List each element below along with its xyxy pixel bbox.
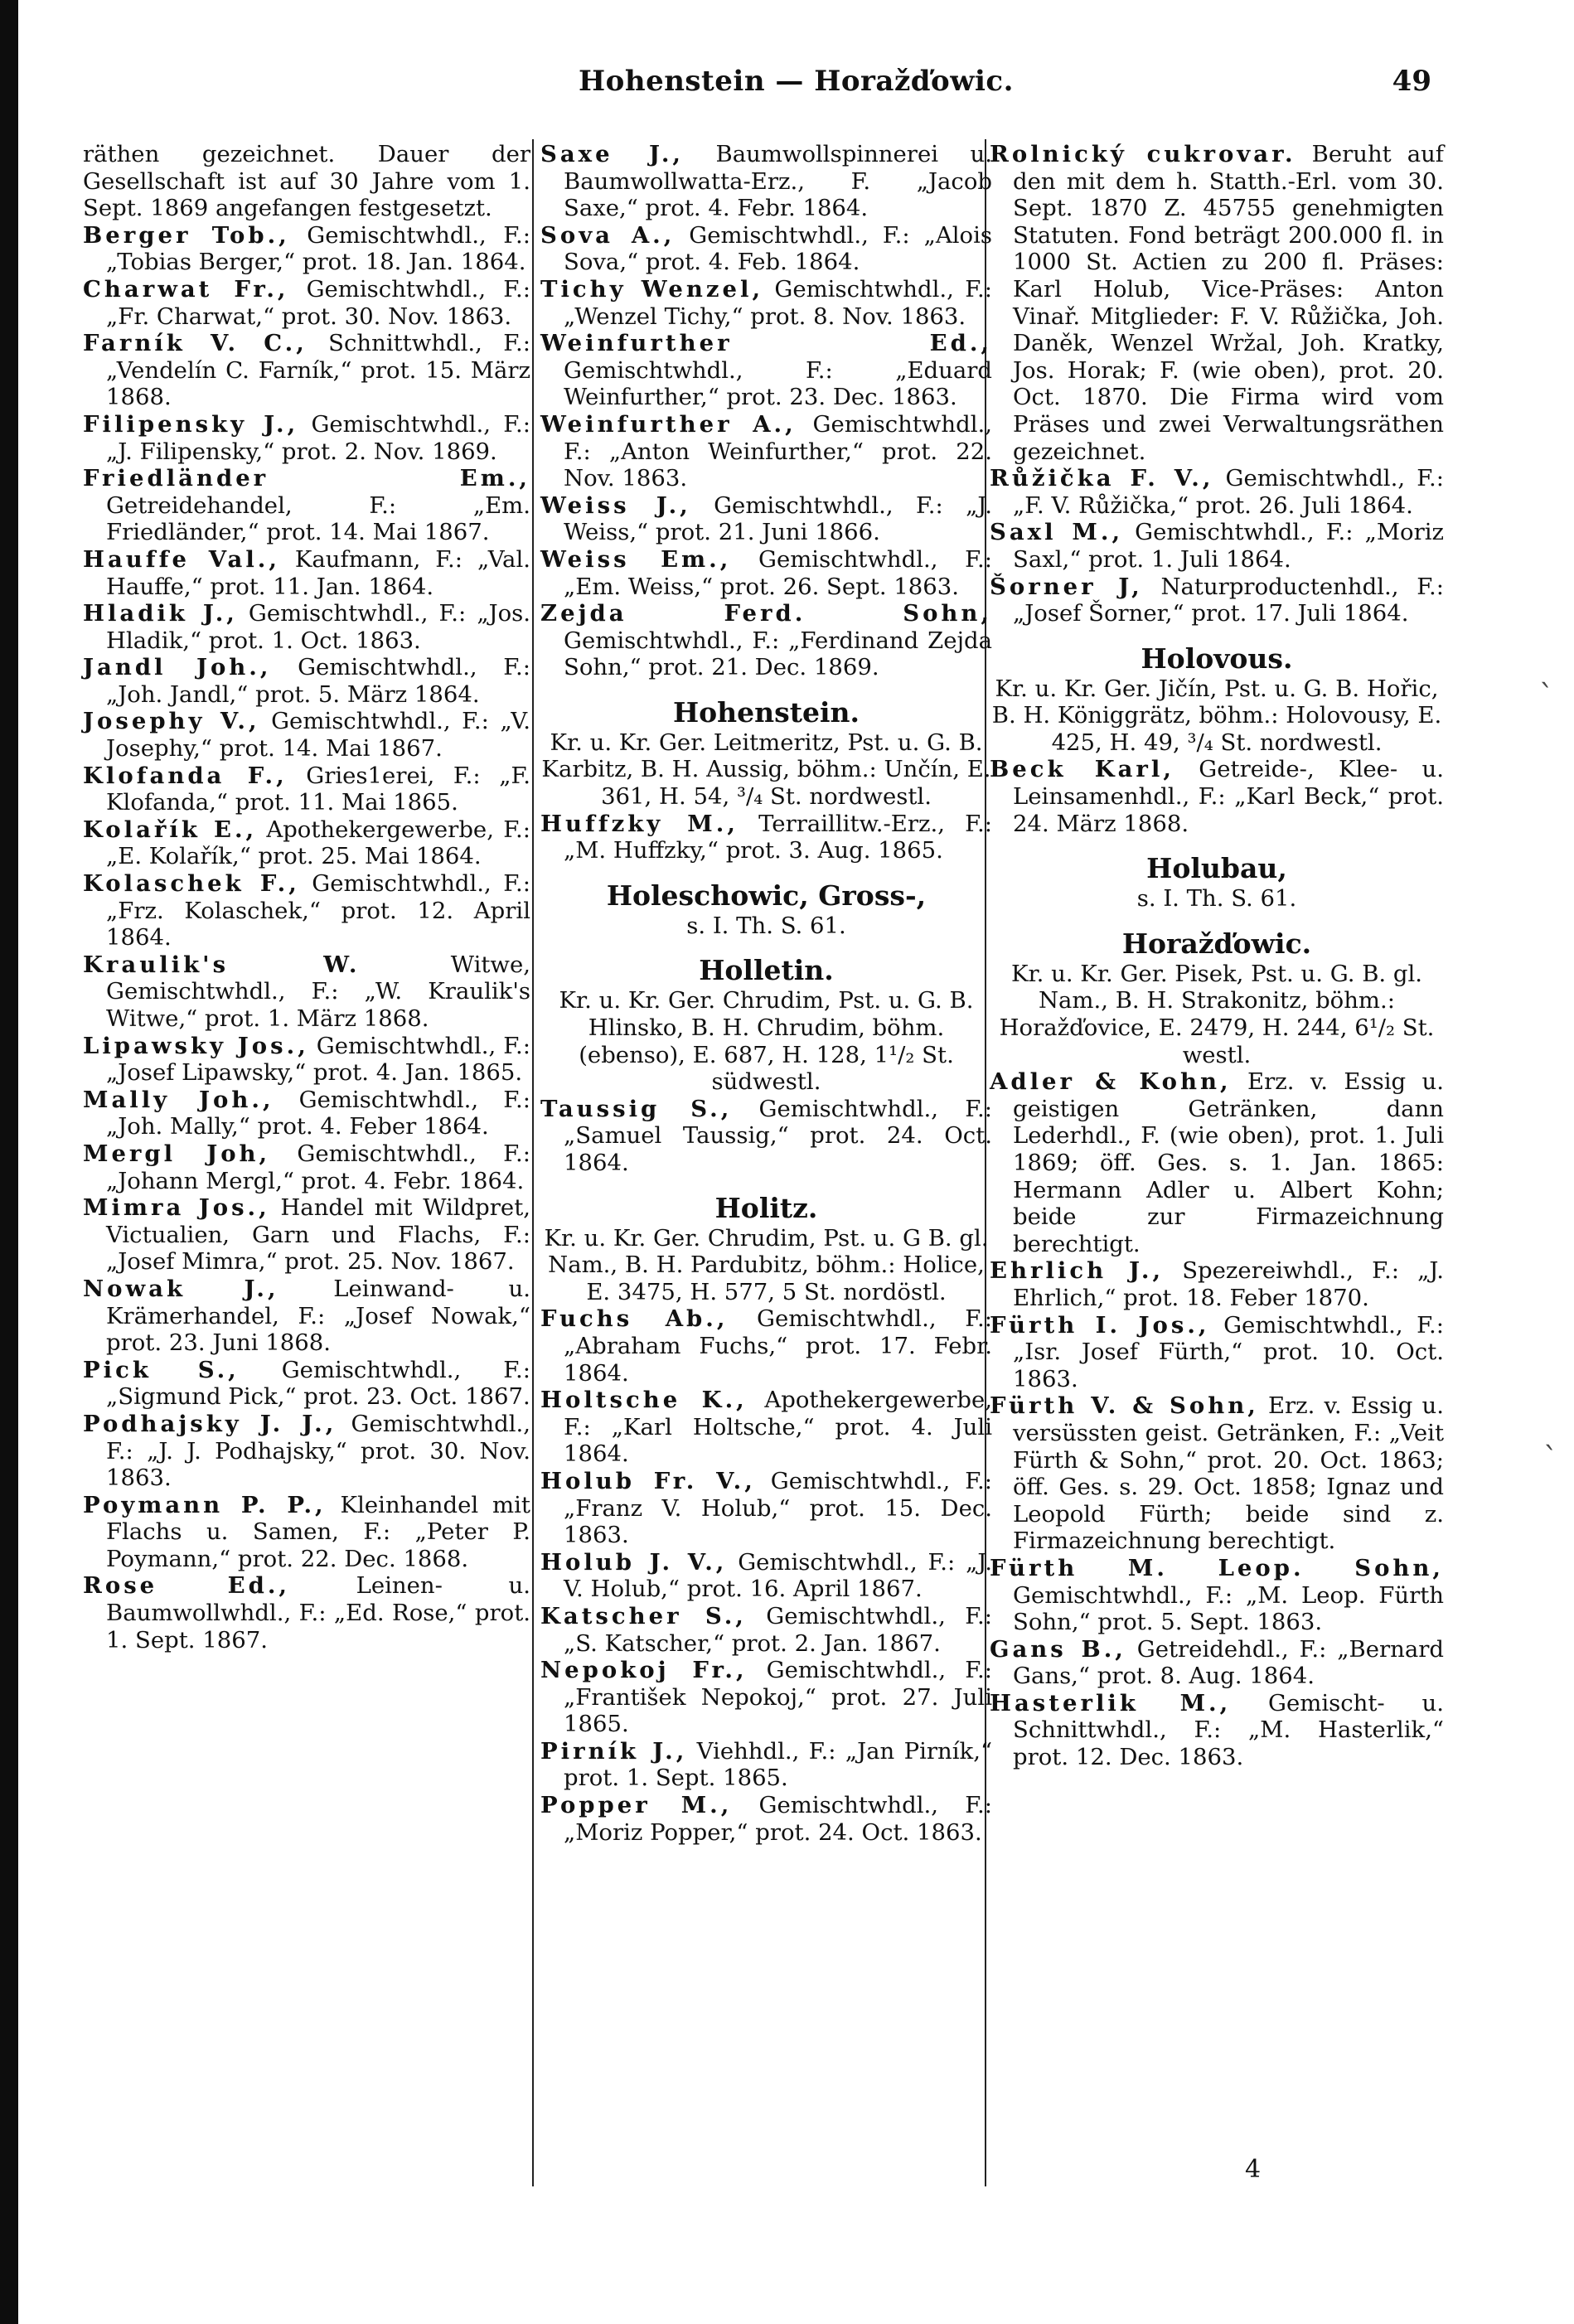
directory-entry [990,1636,1444,1690]
entry-name: Berger Tob., [83,221,290,249]
directory-entry [83,546,530,600]
entry-text: Handel mit Wildpret, Victualien, Garn und Flachs, F.: „Josef Mimra,“ prot. 25. Nov. 1867. [106,1194,530,1276]
entry-name: Katscher S., [540,1602,747,1629]
directory-entry [990,519,1444,573]
entry-name: Šorner J, [990,573,1143,600]
entry-name: Mally Joh., [83,1086,274,1113]
entry-text: Kaufmann, F.: „Val. Hauffe,“ prot. 11. Jan. 1864. [106,545,530,600]
entry-text: Gemischtwhdl., F.: „Jos. Hladik,“ prot. 1. Oct. 1863. [106,600,530,654]
entry-name: Weiss Em., [540,545,732,573]
entry-text: Spezereiwhdl., F.: „J. Ehrlich,“ prot. 18. Feber 1870. [1013,1257,1444,1311]
directory-entry [83,870,530,951]
directory-entry [83,411,530,465]
entry-continuation: räthen gezeichnet. Dauer der Gesellschaft ist auf 30 Jahre vom 1. Sept. 1869 angefangen festgesetzt. [83,141,530,222]
entry-name: Weiss J., [540,491,691,519]
place-heading: Holletin. [699,954,834,987]
column-left [83,141,530,1653]
entry-name: Kolaschek F., [83,870,300,898]
entry-text: Gries1erei, F.: „F. Klofanda,“ prot. 11. Mai 1865. [106,762,530,816]
directory-entry [83,1033,530,1087]
directory-entry [540,1792,992,1846]
directory-entry [83,708,530,762]
directory-entry [83,1087,530,1140]
entry-name: Klofanda F., [83,762,288,789]
entry-name: Saxl M., [990,519,1124,546]
entry-name: Jandl Joh., [83,654,272,681]
directory-entry [83,1140,530,1194]
entry-text: Baumwollspinnerei u. Baumwollwatta-Erz., F. „Jacob Saxe,“ prot. 4. Febr. 1864. [564,141,992,222]
entry-name: Nepokoj Fr., [540,1657,748,1684]
running-header [18,65,1574,106]
directory-entry [540,222,992,276]
place-info: Kr. u. Kr. Ger. Chrudim, Pst. u. G. B. Hlinsko, B. H. Chrudim, böhm. (ebenso), E. 687, H. 128, 1¹/₂ St. südwestl. [559,987,974,1096]
entry-name: Pick S., [83,1356,240,1383]
directory-entry [540,1657,992,1738]
entry-text: Beruht auf den mit dem h. Statth.-Erl. vom 30. Sept. 1870 Z. 45755 genehmigten Statuten. Fond beträgt 200.000 fl. in 1000 St. Actien zu 200 fl. Präses: Karl Holub, Vice-Präses: Anton Vinař. Mitglieder: F. V. Růžička, Joh. Daněk, Wenzel Wržal, Joh. Kratky, Jos. Horak; F. (wie oben), prot. 20. Oct. 1870. Die Firma wird vom Präses und zwei Verwaltungsräthen gezeichnet. [1013,141,1444,465]
place-heading: Hohenstein. [672,695,860,729]
entry-name: Mergl Joh, [83,1140,271,1167]
entry-name: Rose Ed., [83,1572,290,1600]
directory-entry [83,951,530,1033]
entry-text: Gemischtwhdl., F.: „V. Josephy,“ prot. 14. Mai 1867. [106,708,530,763]
entry-text: Getreidehandel, F.: „Em. Friedländer,“ prot. 14. Mai 1867. [106,491,530,546]
directory-entry [83,465,530,546]
directory-entry [83,330,530,411]
entry-text: Gemischtwhdl., F.: „Tobias Berger,“ prot. 18. Jan. 1864. [106,221,531,276]
directory-entry [83,1276,530,1357]
place-heading: Horažďowic. [1121,927,1312,960]
entry-text: Gemischtwhdl., F.: „Sigmund Pick,“ prot. 23. Oct. 1867. [106,1356,530,1411]
entry-name: Holub Fr. V., [540,1467,756,1494]
directory-entry [540,276,992,330]
entry-name: Adler & Kohn, [990,1068,1232,1096]
entry-name: Nowak J., [83,1275,279,1302]
entry-text: Apothekergewerbe, F.: „E. Kolařík,“ prot. 25. Mai 1864. [106,816,530,870]
entry-name: Weinfurther Ed., [540,330,992,357]
directory-entry [83,763,530,816]
directory-entry [540,1738,992,1792]
entry-name: Podhajsky J. J., [83,1410,337,1437]
place-info: Kr. u. Kr. Ger. Jičín, Pst. u. G. B. Hořic, B. H. Königgrätz, böhm.: Holovousy, E. 425, H. 49, ³/₄ St. nordwestl. [991,675,1442,756]
entry-name: Charwat Fr., [83,275,289,303]
directory-entry [83,1194,530,1276]
signature-mark: 4 [1245,2155,1262,2184]
entry-text: Gemischtwhdl., F.: „Wenzel Tichy,“ prot. 8. Nov. 1863. [564,275,993,330]
directory-entry [540,1603,992,1657]
entry-name: Sova A., [540,221,676,249]
entry-text: Getreidehdl., F.: „Bernard Gans,“ prot. 8. Aug. 1864. [1013,1635,1444,1690]
directory-entry [540,330,992,411]
directory-entry [540,811,992,864]
page-number: 49 [1392,65,1431,98]
entry-text: Gemischtwhdl., F.: „Fr. Charwat,“ prot. 30. Nov. 1863. [106,275,530,330]
entry-name: Zejda Ferd. Sohn, [540,600,992,627]
entry-name: Hauffe Val., [83,545,280,573]
entry-text: Gemischtwhdl., F.: „Alois Sova,“ prot. 4. Feb. 1864. [564,221,992,276]
entry-name: Kraulik's W. [83,951,361,978]
directory-entry [83,1492,530,1573]
place-heading: Holitz. [714,1191,818,1224]
entry-text: Gemischtwhdl., F.: „Johann Mergl,“ prot. 4. Febr. 1864. [106,1140,530,1194]
directory-entry [83,222,530,276]
directory-entry [540,546,992,600]
place-info: Kr. u. Kr. Ger. Chrudim, Pst. u. G B. gl. Nam., B. H. Pardubitz, böhm.: Holice, E. 3475, H. 577, 5 St. nordöstl. [544,1224,989,1305]
entry-text: Gemischt- u. Schnittwhdl., F.: „M. Hasterlik,“ prot. 12. Dec. 1863. [1013,1689,1444,1771]
entry-name: Fürth M. Leop. Sohn, [990,1554,1444,1581]
directory-entry [990,1257,1444,1311]
entry-name: Huffzky M., [540,810,739,837]
entry-name: Beck Karl, [990,756,1174,783]
entry-text: Gemischtwhdl., F.: „Em. Weiss,“ prot. 26. Sept. 1863. [564,545,992,600]
entry-name: Saxe J., [540,141,684,167]
entry-name: Mimra Jos., [83,1194,270,1222]
entry-text: Gemischtwhdl., F.: „J. V. Holub,“ prot. 16. April 1867. [564,1548,992,1603]
entry-text: Gemischtwhdl., F.: „František Nepokoj,“ prot. 27. Juli 1865. [564,1657,993,1738]
directory-entry [83,276,530,330]
entry-name: Josephy V., [83,708,260,735]
entry-name: Tichy Wenzel, [540,275,764,303]
entry-text: Gemischtwhdl., F.: „Joh. Mally,“ prot. 4. Feber 1864. [106,1086,530,1140]
directory-entry [540,141,992,222]
entry-text: Gemischtwhdl., F.: „M. Leop. Fürth Sohn,“ prot. 5. Sept. 1863. [1013,1581,1444,1636]
directory-entry [540,1096,992,1177]
margin-tick-mark: ˋ [1543,1442,1558,1476]
entry-name: Fürth V. & Sohn, [990,1392,1259,1420]
margin-tick-mark: ˋ [1539,680,1554,714]
directory-entry [540,1468,992,1549]
entry-name: Friedländer Em., [83,465,530,492]
page [18,0,1574,2324]
entry-text: Terraillitw.-Erz., F.: „M. Huffzky,“ prot. 3. Aug. 1865. [564,810,992,864]
place-info: Kr. u. Kr. Ger. Pisek, Pst. u. G. B. gl. Nam., B. H. Strakonitz, böhm.: Horažďovice, E. 2479, H. 244, 6¹/₂ St. westl. [999,960,1435,1068]
entry-name: Fuchs Ab., [540,1305,729,1333]
entry-name: Rolnický cukrovar. [990,141,1296,167]
entry-text: Gemischtwhdl., F.: „Josef Lipawsky,“ prot. 4. Jan. 1865. [106,1032,530,1087]
entry-text: Leinwand- u. Krämerhandel, F.: „Josef Nowak,“ prot. 23. Juni 1868. [106,1275,530,1357]
entry-name: Holub J. V., [540,1548,728,1576]
entry-name: Filipensky J., [83,410,299,438]
entry-text: Gemischtwhdl., F.: „Isr. Josef Fürth,“ prot. 10. Oct. 1863. [1013,1311,1444,1392]
directory-entry [83,1411,530,1492]
entry-text: Kleinhandel mit Flachs u. Samen, F.: „Peter P. Poymann,“ prot. 22. Dec. 1868. [106,1491,530,1572]
entry-name: Ehrlich J., [990,1257,1165,1285]
entry-name: Popper M., [540,1792,733,1819]
directory-entry [83,600,530,654]
entry-name: Weinfurther A., [540,410,797,438]
entry-name: Hasterlik M., [990,1689,1232,1716]
column-middle [540,141,992,1846]
directory-entry [540,411,992,492]
directory-entry [990,574,1444,627]
entry-text: Viehhdl., F.: „Jan Pirník,“ prot. 1. Sept. 1865. [564,1737,992,1792]
entry-text: Naturproductenhdl., F.: „Josef Šorner,“ prot. 17. Juli 1864. [1013,573,1445,627]
column-rule-left [532,139,534,2186]
directory-entry [990,141,1444,465]
directory-entry [83,816,530,870]
directory-entry [83,1572,530,1653]
entry-text: Gemischtwhdl., F.: „J. Filipensky,“ prot. 2. Nov. 1869. [106,410,531,465]
entry-text: Gemischtwhdl., F.: „Joh. Jandl,“ prot. 5. März 1864. [106,654,531,708]
entry-name: Pirník J., [540,1737,688,1765]
entry-text: Apothekergewerbe, F.: „Karl Holtsche,“ prot. 4. Juli 1864. [564,1387,992,1468]
entry-name: Gans B., [990,1635,1126,1663]
directory-entry [83,1357,530,1411]
entry-name: Hladik J., [83,600,238,627]
place-heading: Holeschowic, Gross-, [606,879,927,912]
entry-text: Erz. v. Essig u. versüssten geist. Getränken, F.: „Veit Fürth & Sohn,“ prot. 20. Oct. 1863; öff. Ges. s. 29. Oct. 1858; Ignaz und Leopold Fürth; beide sind z. Firmazeichnung berechtigt. [1013,1392,1444,1555]
directory-entry [540,492,992,546]
directory-entry [990,465,1444,519]
entry-name: Taussig S., [540,1095,733,1122]
place-reference: s. I. Th. S. 61. [686,912,846,939]
entry-text: Witwe, Gemischtwhdl., F.: „W. Kraulik's Witwe,“ prot. 1. März 1868. [106,951,530,1032]
directory-entry [990,1555,1444,1636]
entry-name: Růžička F. V., [990,465,1214,492]
entry-text: Getreide-, Klee- u. Leinsamenhdl., F.: „Karl Beck,“ prot. 24. März 1868. [1013,756,1444,837]
entry-name: Lipawsky Jos., [83,1032,309,1059]
directory-entry [990,1312,1444,1393]
entry-text: Gemischtwhdl., F.: „Anton Weinfurther,“ prot. 22. Nov. 1863. [564,410,992,492]
place-heading: Holovous. [1141,642,1293,675]
directory-entry [990,1068,1444,1257]
entry-text: Gemischtwhdl., F.: „S. Katscher,“ prot. 2. Jan. 1867. [564,1602,993,1657]
entry-text: Schnittwhdl., F.: „Vendelín C. Farník,“ prot. 15. März 1868. [106,330,531,411]
place-info: Kr. u. Kr. Ger. Leitmeritz, Pst. u. G. B. Karbitz, B. H. Aussig, böhm.: Unčín, E. 361, H. 54, ³/₄ St. nordwestl. [541,729,991,811]
directory-entry [540,600,992,681]
place-reference: s. I. Th. S. 61. [1136,885,1297,913]
directory-entry [990,1690,1444,1771]
entry-text: Gemischtwhdl., F.: „Frz. Kolaschek,“ prot. 12. April 1864. [106,870,531,951]
directory-entry [990,1392,1444,1555]
entry-name: Holtsche K., [540,1387,748,1414]
directory-entry [990,756,1444,837]
column-right [990,141,1444,1771]
directory-entry [540,1305,992,1387]
directory-entry [83,654,530,708]
entry-name: Poymann P. P., [83,1491,327,1518]
place-heading: Holubau, [1146,852,1287,885]
directory-entry [540,1387,992,1468]
entry-text: Gemischtwhdl., F.: „Eduard Weinfurther,“ prot. 23. Dec. 1863. [564,356,992,411]
entry-text: Leinen- u. Baumwollwhdl., F.: „Ed. Rose,“ prot. 1. Sept. 1867. [106,1572,530,1653]
entry-text: Gemischtwhdl., F.: „F. V. Růžička,“ prot. 26. Juli 1864. [1013,465,1444,519]
header-title: Hohenstein — Horažďowic. [579,65,1014,98]
entry-text: Gemischtwhdl., F.: „Abraham Fuchs,“ prot. 17. Febr. 1864. [564,1305,993,1387]
entry-text: Gemischtwhdl., F.: „Samuel Taussig,“ prot. 24. Oct. 1864. [564,1095,993,1176]
entry-text: Gemischtwhdl., F.: „Moriz Popper,“ prot. 24. Oct. 1863. [564,1792,993,1846]
directory-entry [540,1549,992,1603]
entry-text: Gemischtwhdl., F.: „Ferdinand Zejda Sohn,“ prot. 21. Dec. 1869. [564,627,992,681]
entry-text: Gemischtwhdl., F.: „J. J. Podhajsky,“ prot. 30. Nov. 1863. [106,1410,530,1492]
entry-name: Fürth I. Jos., [990,1311,1210,1339]
entry-name: Farník V. C., [83,330,308,357]
entry-text: Erz. v. Essig u. geistigen Getränken, dann Lederhdl., F. (wie oben), prot. 1. Juli 1869; öff. Ges. s. 1. Jan. 1865: Hermann Adler u. Albert Kohn; beide zur Firmazeichnung berechtigt. [1013,1068,1444,1257]
entry-text: Gemischtwhdl., F.: „Moriz Saxl,“ prot. 1. Juli 1864. [1013,519,1444,573]
entry-name: Kolařík E., [83,816,258,843]
entry-text: Gemischtwhdl., F.: „Franz V. Holub,“ prot. 15. Dec. 1863. [564,1467,992,1549]
entry-text: Gemischtwhdl., F.: „J. Weiss,“ prot. 21. Juni 1866. [564,491,992,546]
